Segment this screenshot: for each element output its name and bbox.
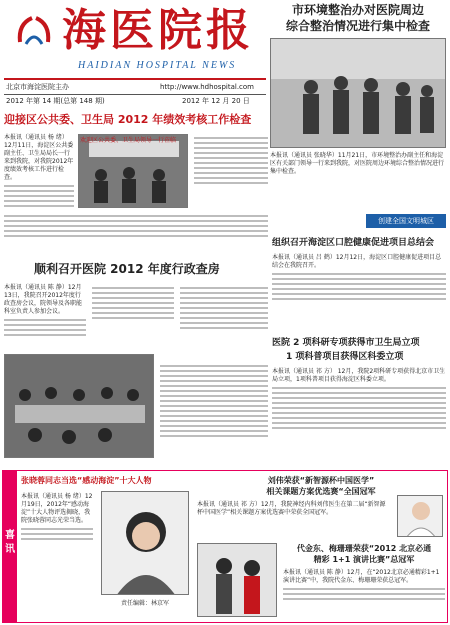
good-news-label-bar <box>3 471 17 622</box>
oral-title: 组织召开海淀区口腔健康促进项目总结会 <box>272 238 435 248</box>
admin-meeting-photo <box>4 354 154 458</box>
news-item-3 <box>197 543 445 619</box>
masthead <box>0 0 268 110</box>
news-item-2-portrait <box>397 495 443 537</box>
oral-article <box>272 236 446 332</box>
news-item-1 <box>21 475 191 621</box>
admin-article <box>4 258 268 464</box>
masthead-title: 海医院报 <box>62 5 254 56</box>
news-item-1-title: 张晓蓉同志当选“感动海淀”十大人物 <box>21 476 152 485</box>
news-item-1-caption: 责任编辑：林京军 <box>120 600 169 607</box>
oral-body: 本报讯（通讯员 吕 鹤）12月12日，海淀区口腔健康促进项目总结会在我院召开。 <box>272 254 446 303</box>
research-body: 本报讯（通讯员 祁 方） 12月，我院2项科研专项获得北京市卫生局立项，1项科普项目获得海淀区科委立项。 <box>272 368 446 432</box>
news-item-2 <box>197 475 445 537</box>
research-article <box>272 336 446 466</box>
issue-date: 2012 年 12 月 20 日 <box>182 97 250 105</box>
kpi-body-right <box>194 134 268 187</box>
kpi-photo-caption: 欢迎区公共委、卫生局领导一行莅临 <box>80 137 177 144</box>
env-title: 市环境整治办对医院周边 综合整治情况进行集中检查 <box>285 3 430 33</box>
admin-body: 本报讯（通讯员 陈 静）12月13日，我院召开2012年度行政查房会议，院领导及各职能科室负责人参加会议。 <box>4 284 86 339</box>
news-item-3-title: 代金东、梅珊珊荣获“2012 北京必通 精彩 1+1 演讲比赛”总冠军 <box>296 544 432 564</box>
news-item-3-body: 本报讯（通讯员 陈 静）12月，在“2012北京必通精彩1+1演讲比赛”中，我院代金东、梅珊珊荣获总冠军。 <box>283 569 445 603</box>
admin-body-col3 <box>180 284 268 332</box>
kpi-body: 本报讯（通讯员 杨 绪） 12月11日，海淀区公共委副主任、卫生局局长一行来到我院，对我院2012年度绩效考核工作进行检查。 <box>4 134 74 210</box>
issue-number: 2012 年第 14 期(总第 148 期) <box>6 97 105 105</box>
env-inspection-photo <box>270 38 446 148</box>
kpi-title: 迎接区公共委、卫生局 2012 年绩效考核工作检查 <box>4 113 252 126</box>
admin-body-col2 <box>92 284 174 322</box>
masthead-english: HAIDIAN HOSPITAL NEWS <box>78 60 237 71</box>
kpi-body-bottom <box>4 212 268 240</box>
news-item-1-body: 本报讯（通讯员 杨 绪）12月19日，2012年“感动海淀”十大人物评选揭晓，我院张晓蓉同志光荣当选。 <box>21 493 93 543</box>
news-item-2-body: 本报讯（通讯员 祁 方）12月，我院神经内科刘伟医生在第二届“新智源杯中国医学”相关课题方案优选赛中荣获全国冠军。 <box>197 501 386 516</box>
kpi-meeting-photo <box>78 134 188 208</box>
admin-title: 顺利召开医院 2012 年度行政查房 <box>34 262 220 276</box>
website-link[interactable]: http://www.hdhospital.com <box>160 83 254 91</box>
publisher-label: 北京市海淀医院主办 <box>6 83 69 91</box>
news-item-2-title: 刘伟荣获“新智源杯中国医学” 相关课题方案优选赛“全国冠军 <box>266 476 376 496</box>
news-item-1-portrait <box>101 491 189 595</box>
news-item-3-photo <box>197 543 277 617</box>
admin-body-bottom <box>160 362 268 440</box>
research-title: 医院 2 项科研专项获得市卫生局立项 1 项科普项目获得区科委立项 <box>272 338 420 362</box>
good-news-label: 喜讯 <box>5 530 15 555</box>
env-article <box>270 2 446 230</box>
good-news-box <box>2 470 448 623</box>
kpi-article <box>4 112 268 252</box>
env-lead: 本报讯（通讯员 张晓华）11月21日，市环境整治办副主任和海淀区有关部门领导一行来到我院，对医院周边环境综合整治情况进行集中检查。 <box>270 152 445 175</box>
hospital-logo-icon <box>14 12 54 52</box>
env-badge: 创建全国文明城区 <box>366 214 446 228</box>
